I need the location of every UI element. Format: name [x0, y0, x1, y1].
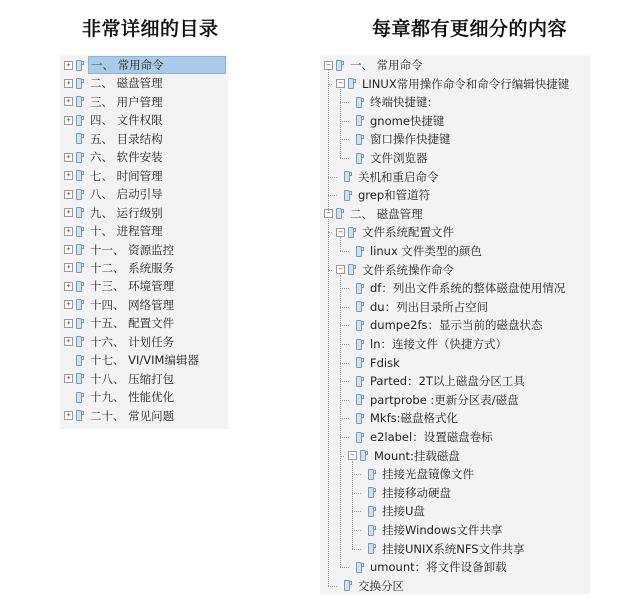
tree-connector	[352, 493, 361, 494]
tree-item[interactable]	[64, 314, 176, 332]
tree-guide-line	[352, 461, 353, 549]
tree-connector	[328, 586, 337, 587]
expand-icon[interactable]: +	[64, 227, 73, 236]
tree-item[interactable]	[356, 298, 490, 316]
tree-item-label: Mkfs:磁盘格式化	[370, 411, 458, 426]
tree-item-label: 挂接U盘	[382, 504, 425, 519]
book-icon	[76, 373, 84, 384]
toc-tree-collapsed	[60, 55, 228, 429]
tree-item-label: 挂接Windows文件共享	[382, 523, 503, 537]
book-icon	[368, 525, 376, 536]
tree-item-label: dumpe2fs：显示当前的磁盘状态	[370, 318, 543, 333]
book-icon	[76, 318, 84, 329]
collapse-icon[interactable]: −	[336, 79, 345, 88]
tree-item[interactable]	[336, 75, 571, 93]
book-icon	[356, 376, 364, 387]
tree-item-label: 五、 目录结构	[90, 131, 163, 146]
tree-item[interactable]	[64, 111, 165, 129]
collapse-icon[interactable]: −	[348, 451, 357, 460]
book-icon	[76, 355, 84, 366]
expand-icon[interactable]: +	[64, 61, 73, 70]
tree-item-label: 八、 启动引导	[90, 187, 163, 202]
tree-item-label: 六、 软件安装	[90, 150, 163, 165]
tree-item[interactable]	[368, 502, 427, 520]
tree-item[interactable]	[356, 428, 495, 446]
tree-item[interactable]	[368, 484, 453, 502]
book-icon	[356, 246, 364, 257]
tree-guide-line	[328, 219, 329, 586]
tree-item[interactable]	[64, 259, 176, 277]
book-icon	[76, 226, 84, 237]
tree-item[interactable]	[64, 277, 176, 295]
expand-icon[interactable]: +	[64, 116, 73, 125]
tree-item[interactable]	[356, 335, 509, 353]
tree-connector	[340, 418, 349, 419]
tree-item-label: 关机和重启命令	[358, 169, 439, 184]
book-icon	[356, 134, 364, 145]
tree-guide-line	[340, 275, 341, 568]
tree-item-label: 挂接移动硬盘	[382, 485, 451, 500]
tree-connector	[352, 530, 361, 531]
tree-item[interactable]	[336, 223, 456, 241]
tree-item-label: 二、 磁盘管理	[350, 206, 423, 221]
tree-item-label: 二、 磁盘管理	[90, 76, 163, 91]
expand-icon[interactable]: +	[64, 79, 73, 88]
tree-item-label: 十四、 网络管理	[90, 297, 175, 312]
tree-connector	[352, 549, 361, 550]
tree-item[interactable]	[368, 521, 504, 539]
tree-item[interactable]	[64, 74, 165, 92]
tree-item[interactable]	[64, 130, 165, 148]
tree-item[interactable]	[344, 168, 441, 186]
tree-connector	[340, 307, 349, 308]
book-icon	[76, 170, 84, 181]
tree-item-label: 四、 文件权限	[90, 113, 163, 128]
tree-item-label: 终端快捷键:	[370, 95, 432, 110]
book-icon	[76, 96, 84, 107]
tree-item[interactable]	[324, 205, 425, 223]
tree-connector	[340, 381, 349, 382]
book-icon	[368, 506, 376, 517]
tree-item-label: Mount:挂载磁盘	[374, 448, 460, 463]
book-icon	[76, 60, 84, 71]
tree-item[interactable]	[64, 204, 165, 222]
tree-connector	[340, 139, 349, 140]
tree-connector	[352, 511, 361, 512]
expand-icon[interactable]: +	[64, 374, 73, 383]
book-icon	[348, 78, 356, 89]
tree-item[interactable]	[64, 56, 226, 74]
book-icon	[76, 336, 84, 347]
tree-item-label: 文件系统操作命令	[362, 262, 454, 277]
tree-item[interactable]	[336, 261, 456, 279]
tree-item[interactable]	[356, 409, 460, 427]
tree-item-label: 二十、 常见问题	[90, 408, 175, 423]
book-icon	[76, 244, 84, 255]
book-icon	[76, 299, 84, 310]
tree-item[interactable]	[356, 149, 430, 167]
tree-item[interactable]	[356, 316, 545, 334]
tree-item-label: 十五、 配置文件	[90, 316, 175, 331]
expand-icon[interactable]: +	[64, 300, 73, 309]
right-heading: 每章都有更细分的内容	[372, 18, 568, 40]
tree-item[interactable]	[356, 558, 509, 576]
book-icon	[76, 410, 84, 421]
tree-connector	[340, 567, 349, 568]
tree-item-label: 十九、 性能优化	[90, 390, 175, 405]
tree-item-label: 十八、 压缩打包	[90, 371, 175, 386]
tree-item-label: 十二、 系统服务	[90, 260, 175, 275]
expand-icon[interactable]: +	[64, 263, 73, 272]
tree-item[interactable]	[64, 388, 176, 406]
tree-item-label: 七、 时间管理	[90, 168, 163, 183]
tree-item-label: 十、 进程管理	[90, 224, 163, 239]
tree-item[interactable]	[64, 370, 176, 388]
toc-tree-expanded	[320, 55, 590, 594]
book-icon	[76, 262, 84, 273]
expand-icon[interactable]: +	[64, 337, 73, 346]
book-icon	[76, 281, 84, 292]
tree-item[interactable]	[64, 351, 201, 369]
collapse-icon[interactable]: −	[336, 265, 345, 274]
expand-icon[interactable]: +	[64, 97, 73, 106]
tree-item-label: Fdisk	[370, 355, 400, 370]
tree-item[interactable]	[356, 372, 527, 390]
tree-item-label: 十三、 环境管理	[90, 279, 175, 294]
tree-connector	[340, 251, 349, 252]
tree-item-label: 九、 运行级别	[90, 205, 163, 220]
tree-connector	[340, 344, 349, 345]
book-icon	[344, 171, 352, 182]
tree-item[interactable]	[64, 333, 176, 351]
tree-guide-line	[340, 89, 341, 158]
book-icon	[356, 432, 364, 443]
tree-item[interactable]	[348, 447, 462, 465]
tree-connector	[328, 177, 337, 178]
book-icon	[76, 392, 84, 403]
book-icon	[356, 283, 364, 294]
tree-item[interactable]	[64, 185, 165, 203]
tree-connector	[340, 121, 349, 122]
book-icon	[356, 301, 364, 312]
tree-item[interactable]	[356, 242, 484, 260]
collapse-icon[interactable]: −	[324, 209, 333, 218]
tree-item-label: ln：连接文件（快捷方式）	[370, 337, 507, 351]
book-icon	[76, 189, 84, 200]
expand-icon[interactable]: +	[64, 153, 73, 162]
collapse-icon[interactable]: −	[324, 61, 333, 70]
book-icon	[336, 60, 344, 71]
book-icon	[356, 97, 364, 108]
book-icon	[356, 153, 364, 164]
book-icon	[368, 487, 376, 498]
tree-item[interactable]	[356, 130, 453, 148]
book-icon	[356, 394, 364, 405]
book-icon	[336, 208, 344, 219]
tree-item-label: 挂接光盘镜像文件	[382, 467, 474, 482]
tree-connector	[328, 195, 337, 196]
tree-item[interactable]	[64, 93, 165, 111]
expand-icon[interactable]: +	[64, 245, 73, 254]
tree-connector	[340, 400, 349, 401]
book-icon	[344, 190, 352, 201]
tree-item-label: gnome快捷键	[370, 113, 445, 128]
tree-item[interactable]	[344, 186, 432, 204]
tree-item-label: LINUX常用操作命令和命令行编辑快捷键	[362, 76, 570, 91]
tree-guide-line	[340, 237, 341, 251]
tree-item[interactable]	[64, 222, 165, 240]
tree-item[interactable]	[356, 93, 433, 111]
tree-item-label: umount：将文件设备卸载	[370, 560, 507, 575]
collapse-icon[interactable]: −	[336, 228, 345, 237]
tree-item[interactable]	[356, 391, 521, 409]
tree-item[interactable]	[356, 112, 446, 130]
book-icon	[356, 357, 364, 368]
tree-item[interactable]	[324, 56, 425, 74]
tree-item[interactable]	[356, 279, 567, 297]
tree-item[interactable]	[64, 241, 176, 259]
tree-item-label: 窗口操作快捷键	[370, 132, 451, 147]
tree-item-label: grep和管道符	[358, 188, 431, 203]
book-icon	[76, 133, 84, 144]
tree-item-label: 文件系统配置文件	[362, 225, 454, 240]
expand-icon[interactable]: +	[64, 208, 73, 217]
tree-item-label: 一、 常用命令	[350, 58, 423, 72]
tree-connector	[340, 437, 349, 438]
book-icon	[76, 152, 84, 163]
tree-item[interactable]	[368, 540, 527, 558]
book-icon	[76, 115, 84, 126]
book-icon	[368, 469, 376, 480]
expand-icon[interactable]: +	[64, 190, 73, 199]
tree-item[interactable]	[344, 577, 406, 595]
book-icon	[360, 450, 368, 461]
tree-item-label: 十七、 VI/VIM编辑器	[90, 353, 199, 368]
tree-item[interactable]	[64, 167, 165, 185]
book-icon	[356, 562, 364, 573]
tree-connector	[340, 363, 349, 364]
tree-connector	[340, 102, 349, 103]
tree-item[interactable]	[356, 354, 402, 372]
book-icon	[76, 78, 84, 89]
expand-icon[interactable]: +	[64, 171, 73, 180]
tree-item-label: linux 文件类型的颜色	[370, 244, 482, 258]
tree-item-label: 交换分区	[358, 578, 404, 593]
tree-connector	[340, 325, 349, 326]
tree-connector	[352, 474, 361, 475]
tree-guide-line	[328, 70, 329, 213]
tree-item-label: du：列出目录所占空间	[370, 299, 489, 314]
tree-connector	[340, 158, 349, 159]
tree-item[interactable]	[368, 465, 476, 483]
tree-connector	[340, 288, 349, 289]
tree-item-label: 一、 常用命令	[88, 56, 226, 74]
book-icon	[344, 580, 352, 591]
book-icon	[348, 227, 356, 238]
book-icon	[356, 320, 364, 331]
tree-item-label: df：列出文件系统的整体磁盘使用情况	[370, 281, 566, 296]
expand-icon[interactable]: +	[64, 319, 73, 328]
book-icon	[356, 413, 364, 424]
book-icon	[356, 115, 364, 126]
expand-icon[interactable]: +	[64, 282, 73, 291]
tree-item-label: 三、 用户管理	[90, 94, 163, 109]
expand-icon[interactable]: +	[64, 411, 73, 420]
tree-item-label: 十一、 资源监控	[90, 242, 175, 257]
tree-item-label: Parted：2T以上磁盘分区工具	[370, 374, 525, 389]
book-icon	[348, 264, 356, 275]
tree-item-label: 挂接UNIX系统NFS文件共享	[382, 541, 525, 556]
tree-item-label: 文件浏览器	[370, 151, 428, 165]
tree-item[interactable]	[64, 407, 176, 425]
left-heading: 非常详细的目录	[82, 18, 219, 40]
tree-item-label: partprobe :更新分区表/磁盘	[370, 392, 519, 407]
book-icon	[368, 543, 376, 554]
tree-item-label: e2label：设置磁盘卷标	[370, 430, 493, 444]
book-icon	[76, 207, 84, 218]
tree-item-label: 十六、 计划任务	[90, 334, 175, 349]
tree-item[interactable]	[64, 296, 176, 314]
tree-item[interactable]	[64, 148, 165, 166]
book-icon	[356, 339, 364, 350]
